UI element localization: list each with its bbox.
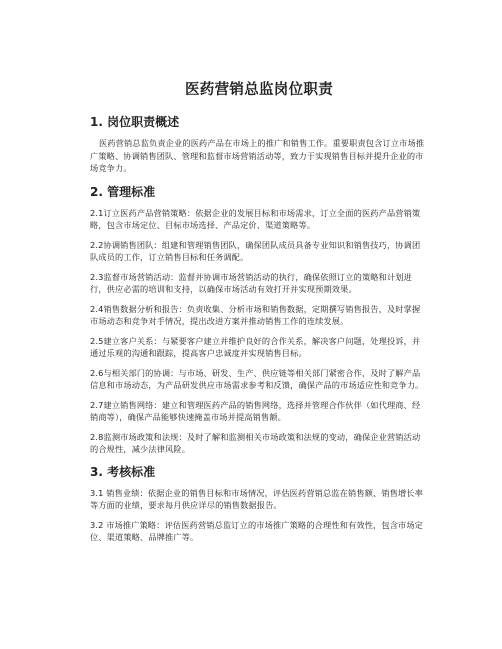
item-number: 2.1 <box>90 207 104 218</box>
section-paragraph: 医药营销总监负责企业的医药产品在市场上的推广和销售工作。重要职责包含订立市场推广策略、协调销售团队、管理和监督市场营销活动等，致力于实现销售目标并提升企业的市场竞争力。 <box>90 138 425 173</box>
list-item <box>90 487 428 512</box>
item-number: 2.4 <box>90 303 104 314</box>
section-heading: 2. 管理标准 <box>90 184 156 199</box>
item-number: 2.5 <box>90 335 104 346</box>
document-title: 医药营销总监岗位职责 <box>185 82 333 98</box>
list-item <box>90 239 428 264</box>
item-number: 2.8 <box>90 431 104 442</box>
list-item <box>90 271 428 296</box>
list-item <box>90 519 428 544</box>
section-assessment-standards <box>90 463 428 544</box>
item-number: 3.1 <box>90 487 104 498</box>
item-text: 建立客户关系：与紧要客户建立并维护良好的合作关系，解决客户问题，处理投诉，并通过乐观的沟通和跟踪，提高客户忠诚度并实现销售目标。 <box>90 335 421 358</box>
item-text: 建立销售网络：建立和管理医药产品的销售网络，选择并管理合作伙伴（如代理商、经销商等），确保产品能够快速掩盖市场并提高销售额。 <box>90 399 421 422</box>
item-number: 2.2 <box>90 239 104 250</box>
item-number: 2.7 <box>90 399 104 410</box>
list-item <box>90 207 428 232</box>
section-management-standards <box>90 183 428 456</box>
item-text: 销售业绩：依据企业的销售目标和市场情况，评估医药营销总监在销售额、销售增长率等方面的业绩，要求每月供应详尽的销售数据报告。 <box>90 487 424 510</box>
list-item <box>90 431 428 456</box>
item-text: 监测市场政策和法规：及时了解和监测相关市场政策和法规的变动，确保企业营销活动的合规性，减少法律风险。 <box>90 431 421 454</box>
list-item <box>90 335 428 360</box>
item-text: 市场推广策略：评估医药营销总监订立的市场推广策略的合理性和有效性，包含市场定位、渠道策略、品牌推广等。 <box>90 519 424 542</box>
item-text: 与相关部门的协调：与市场、研发、生产、供应链等相关部门紧密合作，及时了解产品信息和市场动态，为产品研发供应市场需求参考和反馈，确保产品的市场适应性和竞争力。 <box>90 367 424 390</box>
item-text: 订立医药产品营销策略：依据企业的发展目标和市场需求，订立全面的医药产品营销策略，包含市场定位、目标市场选择、产品定价、渠道策略等。 <box>90 207 421 230</box>
item-text: 销售数据分析和报告：负责收集、分析市场和销售数据，定期撰写销售报告，及时掌握市场动态和竞争对手情况，提出改进方案并推动销售工作的连续发展。 <box>90 303 421 326</box>
list-item <box>90 399 428 424</box>
item-text: 监督市场营销活动：监督并协调市场营销活动的执行，确保依照订立的策略和计划进行，供应必需的培训和支持，以确保市场活动有效打开并实现预期效果。 <box>90 271 412 294</box>
list-item <box>90 367 428 392</box>
item-number: 2.3 <box>90 271 104 282</box>
item-text: 协调销售团队：组建和管理销售团队，确保团队成员具备专业知识和销售技巧，协调团队成员的工作，订立销售目标和任务调配。 <box>90 239 421 262</box>
item-number: 2.6 <box>90 367 104 378</box>
section-overview <box>90 113 428 175</box>
item-number: 3.2 <box>90 519 104 530</box>
section-heading: 1. 岗位职责概述 <box>90 115 180 129</box>
section-heading: 3. 考核标准 <box>90 464 156 479</box>
list-item <box>90 303 428 328</box>
